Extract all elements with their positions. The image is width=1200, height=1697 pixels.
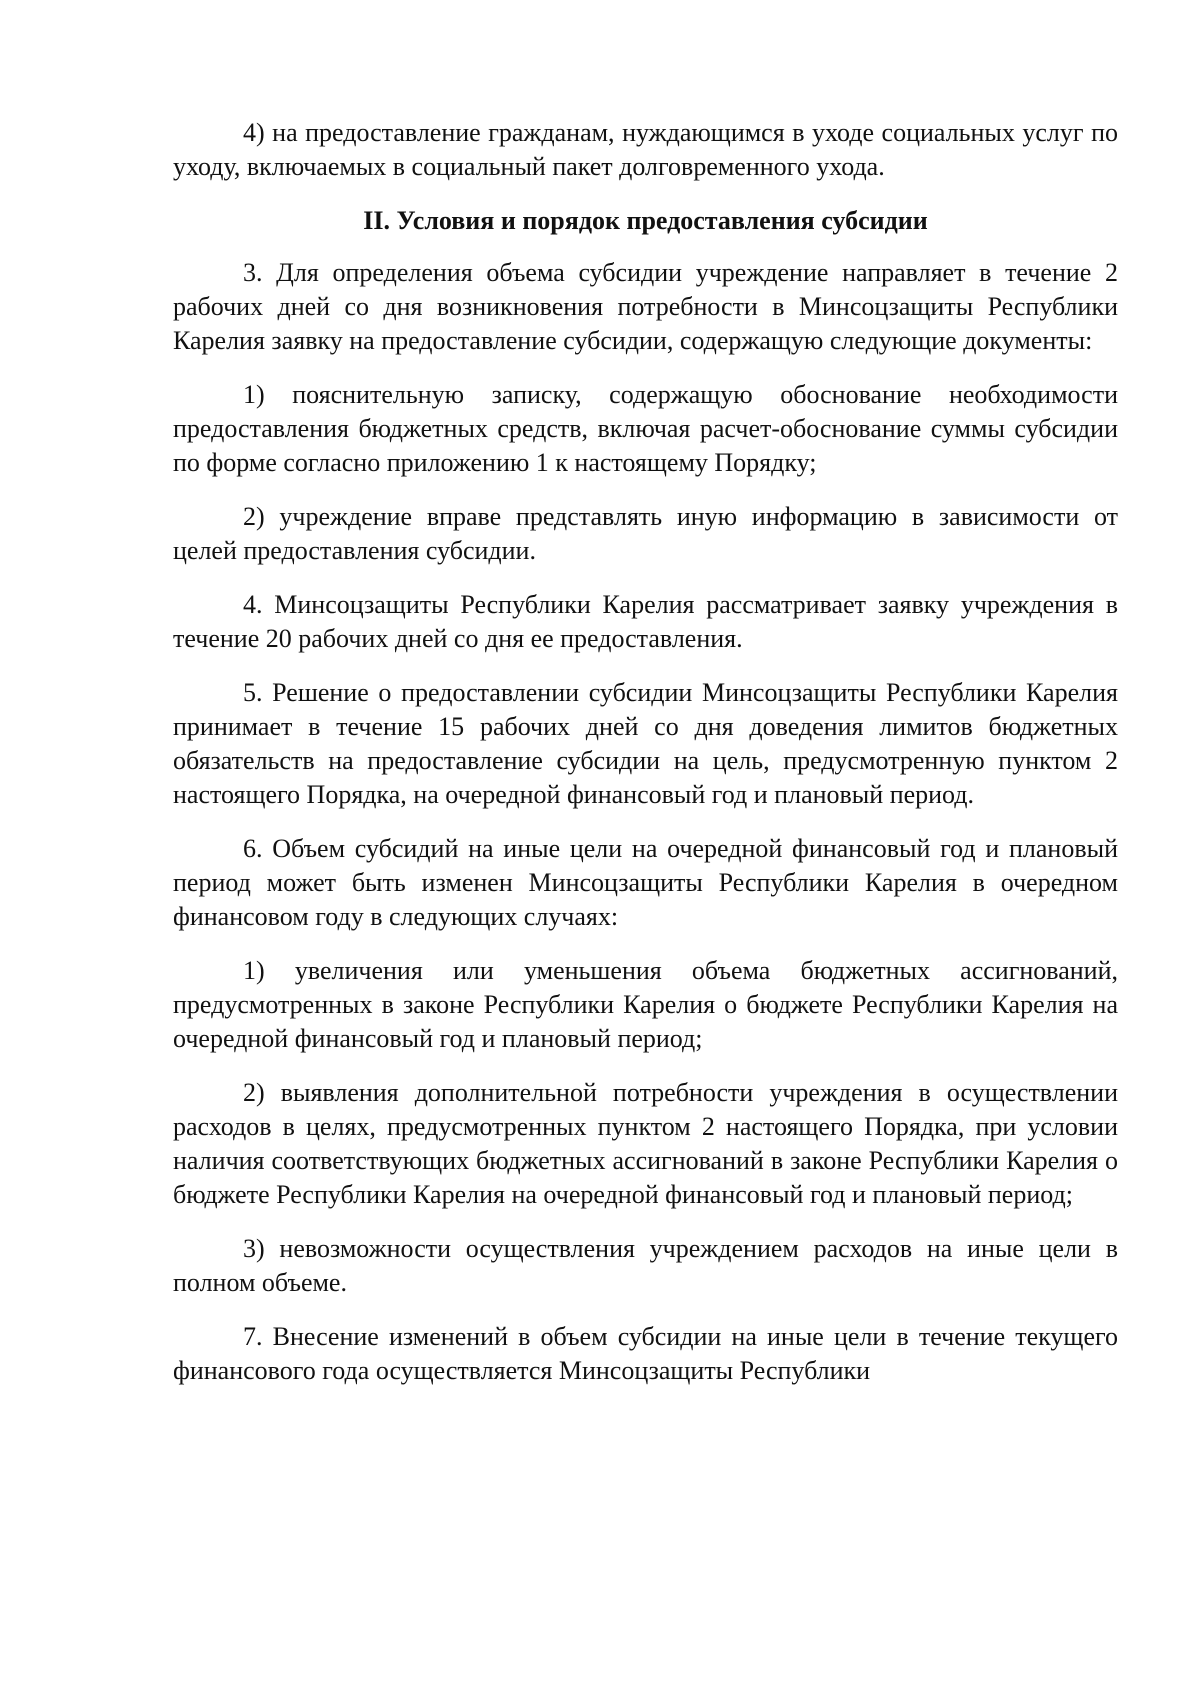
paragraph-clause-6-item-3: 3) невозможности осуществления учреждением расходов на иные цели в полном объеме. xyxy=(173,1234,1118,1297)
paragraph-clause-6-item-2: 2) выявления дополнительной потребности учреждения в осуществлении расходов в целях, предусмотренных пунктом 2 настоящего Порядка, при условии наличия соответствующих бюджетных ассигнований в законе Республики Карелия о бюджете Республики Карелия на очередной финансовый год и плановый период; xyxy=(173,1078,1118,1209)
paragraph-clause-6-item-1: 1) увеличения или уменьшения объема бюджетных ассигнований, предусмотренных в законе Республики Карелия о бюджете Республики Карелия на очередной финансовый год и плановый период; xyxy=(173,956,1118,1053)
document-body xyxy=(173,116,1118,1388)
paragraph-clause-7: 7. Внесение изменений в объем субсидии на иные цели в течение текущего финансового года осуществляется Минсоцзащиты Республики xyxy=(173,1322,1118,1385)
paragraph-clause-3-item-2: 2) учреждение вправе представлять иную информацию в зависимости от целей предоставления субсидии. xyxy=(173,502,1118,565)
paragraph-clause-3: 3. Для определения объема субсидии учреждение направляет в течение 2 рабочих дней со дня возникновения потребности в Минсоцзащиты Республики Карелия заявку на предоставление субсидии, содержащую следующие документы: xyxy=(173,258,1118,355)
paragraph-clause-5: 5. Решение о предоставлении субсидии Минсоцзащиты Республики Карелия принимает в течение 15 рабочих дней со дня доведения лимитов бюджетных обязательств на предоставление субсидии на цель, предусмотренную пунктом 2 настоящего Порядка, на очередной финансовый год и плановый период. xyxy=(173,678,1118,809)
paragraph-clause-6: 6. Объем субсидий на иные цели на очередной финансовый год и плановый период может быть изменен Минсоцзащиты Республики Карелия в очередном финансовом году в следующих случаях: xyxy=(173,834,1118,931)
section-heading: II. Условия и порядок предоставления субсидии xyxy=(363,206,928,235)
paragraph-clause-3-item-1: 1) пояснительную записку, содержащую обоснование необходимости предоставления бюджетных средств, включая расчет-обоснование суммы субсидии по форме согласно приложению 1 к настоящему Порядку; xyxy=(173,380,1118,477)
paragraph-clause-4: 4. Минсоцзащиты Республики Карелия рассматривает заявку учреждения в течение 20 рабочих дней со дня ее предоставления. xyxy=(173,590,1118,653)
paragraph-item-4: 4) на предоставление гражданам, нуждающимся в уходе социальных услуг по уходу, включаемых в социальный пакет долговременного ухода. xyxy=(173,118,1118,181)
